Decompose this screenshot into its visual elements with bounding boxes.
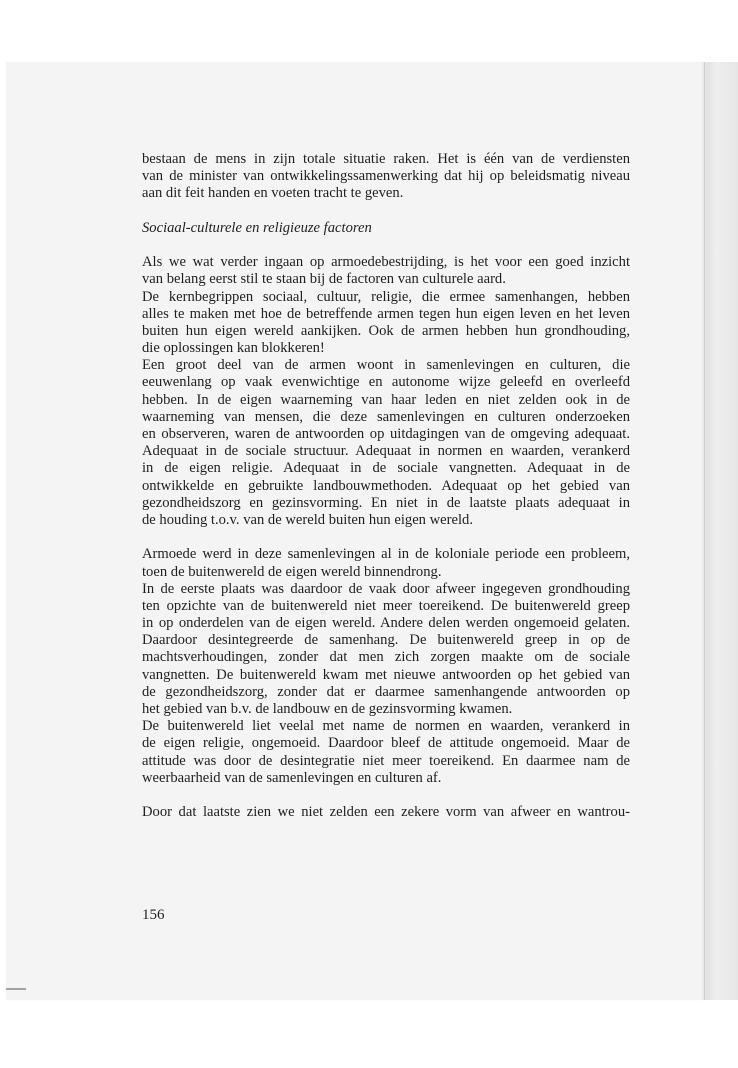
- text-line: Een groot deel van de armen woont in samenlevingen en culturen, die: [142, 357, 630, 374]
- text-line: die oplossingen kan blokkeren!: [142, 340, 325, 357]
- text-line: vangnetten. De buitenwereld kwam met nieuwe antwoorden op het gebied van: [142, 666, 630, 683]
- text-line: aan dit feit handen en voeten tracht te geven.: [142, 185, 404, 202]
- text-line: Armoede werd in deze samenlevingen al in de koloniale periode een probleem,: [142, 546, 630, 563]
- page-edge-line: [704, 62, 705, 1000]
- text-line: gezondheidszorg en gezinsvorming. En niet in de laatste plaats adequaat in: [142, 494, 630, 511]
- text-line: Daardoor desintegreerde de samenhang. De buitenwereld greep in op de: [142, 632, 630, 649]
- section-heading: Sociaal-culturele en religieuze factoren: [142, 219, 372, 236]
- scan-mark: [6, 988, 26, 990]
- text-line: bestaan de mens in zijn totale situatie raken. Het is één van de verdiensten: [142, 151, 630, 167]
- text-line: waarneming van mensen, die deze samenlevingen en culturen onderzoeken: [142, 408, 630, 425]
- text-line: en observeren, waren de antwoorden op uitdagingen van de omgeving adequaat.: [142, 426, 630, 442]
- text-line: Door dat laatste zien we niet zelden een zekere vorm van afweer en wantrou-: [142, 804, 630, 821]
- text-line: de eigen religie, ongemoeid. Daardoor bleef de attitude ongemoeid. Maar de: [142, 735, 630, 752]
- text-line: alles te maken met hoe de betreffende armen tegen hun eigen leven en het leven: [142, 305, 630, 322]
- text-line: De buitenwereld liet veelal met name de normen en waarden, verankerd in: [142, 718, 630, 735]
- text-line: de gezondheidszorg, zonder dat er daarmee samenhangende antwoorden op: [142, 683, 630, 700]
- page-number: 156: [142, 907, 165, 923]
- text-line: De kernbegrippen sociaal, cultuur, religie, die ermee samenhangen, hebben: [142, 288, 630, 305]
- text-line: attitude was door de desintegratie niet meer toereikend. En daarmee nam de: [142, 752, 630, 769]
- text-line: weerbaarheid van de samenlevingen en culturen af.: [142, 769, 442, 786]
- text-line: eeuwenlang op vaak evenwichtige en autonome wijze geleefd en overleefd: [142, 374, 630, 391]
- body-text: [142, 151, 630, 821]
- text-line: ontwikkelde en gebruikte landbouwmethoden. Adequaat op het gebied van: [142, 477, 630, 494]
- text-line: de houding t.o.v. van de wereld buiten hun eigen wereld.: [142, 511, 473, 528]
- text-line: In de eerste plaats was daardoor de vaak door afweer ingegeven grondhouding: [142, 580, 630, 597]
- text-line: ten opzichte van de buitenwereld niet meer toereikend. De buitenwereld greep: [142, 597, 630, 614]
- page-edge-shadow: [702, 62, 738, 1000]
- text-line: Adequaat in de sociale structuur. Adequaat in normen en waarden, verankerd: [142, 443, 630, 460]
- text-line: van belang eerst stil te staan bij de factoren van culturele aard.: [142, 271, 506, 288]
- text-line: Als we wat verder ingaan op armoedebestrijding, is het voor een goed inzicht: [142, 254, 630, 271]
- text-line: buiten hun eigen wereld aankijken. Ook de armen hebben hun grondhouding,: [142, 322, 630, 339]
- text-line: het gebied van b.v. de landbouw en de gezinsvorming kwamen.: [142, 701, 513, 717]
- text-line: machtsverhoudingen, zonder dat men zich zorgen maakte om de sociale: [142, 649, 630, 666]
- text-line: in de eigen religie. Adequaat in de sociale vangnetten. Adequaat in de: [142, 460, 630, 477]
- text-line: toen de buitenwereld de eigen wereld binnendrong.: [142, 563, 442, 580]
- text-line: van de minister van ontwikkelingssamenwerking dat hij op beleidsmatig niveau: [142, 168, 630, 185]
- text-line: in op onderdelen van de eigen wereld. Andere delen werden ongemoeid gelaten.: [142, 615, 630, 632]
- text-line: hebben. In de eigen waarneming van haar leden en niet zelden ook in de: [142, 391, 630, 408]
